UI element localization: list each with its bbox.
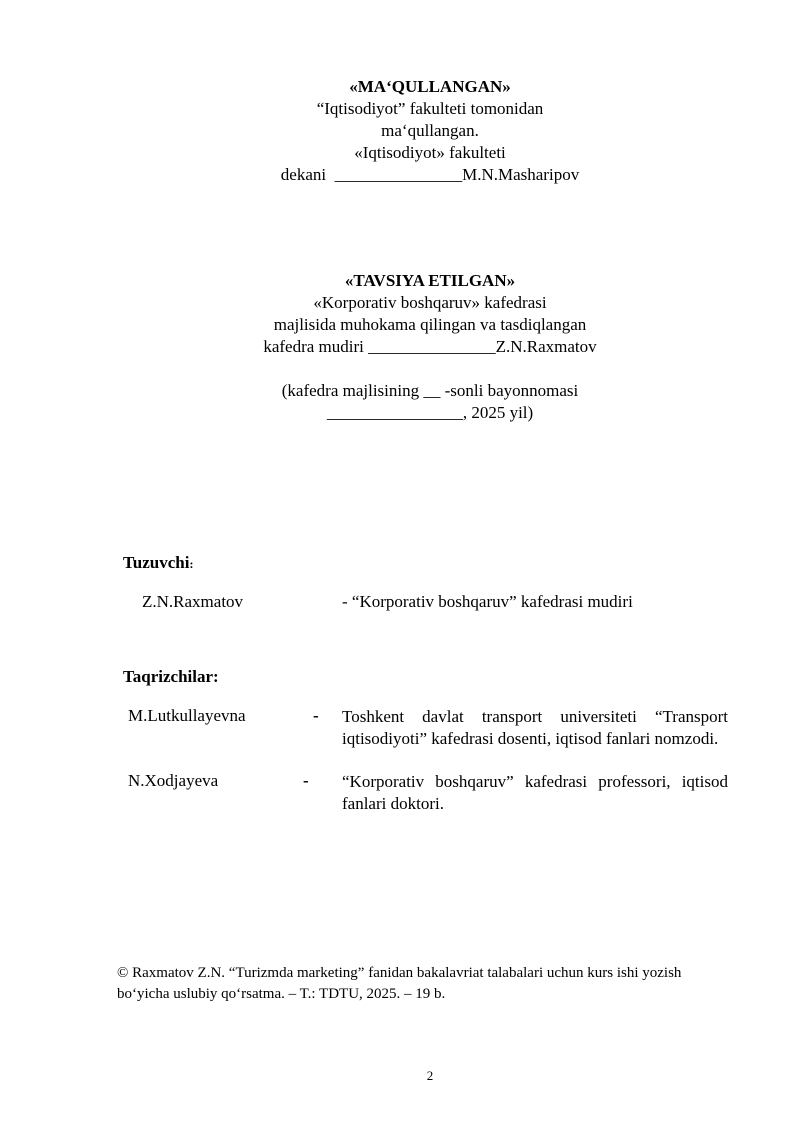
recommendation-line-1: «Korporativ boshqaruv» kafedrasi — [313, 293, 547, 312]
reviewers-heading: Taqrizchilar: — [123, 667, 219, 686]
recommendation-line-2: majlisida muhokama qilingan va tasdiqlangan — [273, 315, 587, 334]
compiler-heading-colon: : — [189, 557, 194, 571]
reviewer-1-dash: - — [313, 706, 319, 725]
reviewer-1-description: Toshkent davlat transport universiteti “Transport iqtisodiyoti” kafedrasi dosenti, iqtisod fanlari nomzodi. — [342, 707, 728, 748]
recommendation-block — [0, 270, 800, 358]
protocol-block — [0, 380, 800, 424]
reviewer-2-name: N.Xodjayeva — [128, 771, 219, 790]
protocol-line-1: (kafedra majlisining __ -sonli bayonnomasi — [281, 381, 579, 400]
protocol-line-2: ________________, 2025 yil) — [326, 403, 534, 422]
compiler-heading — [123, 553, 193, 573]
approval-line-1: “Iqtisodiyot” fakulteti tomonidan — [316, 99, 544, 118]
reviewer-1-name: M.Lutkullayevna — [128, 706, 246, 725]
approval-line-3: «Iqtisodiyot» fakulteti — [354, 143, 506, 162]
recommendation-head-signature-line: kafedra mudiri _______________Z.N.Raxmatov — [263, 337, 597, 356]
approval-dean-signature-line: dekani _______________M.N.Masharipov — [280, 165, 580, 184]
reviewer-2-description: “Korporativ boshqaruv” kafedrasi professori, iqtisod fanlari doktori. — [342, 772, 728, 813]
compiler-heading-text: Tuzuvchi — [123, 553, 190, 572]
reviewer-2-dash: - — [303, 771, 309, 790]
compiler-description: - “Korporativ boshqaruv” kafedrasi mudiri — [342, 592, 633, 611]
page-number: 2 — [426, 1068, 434, 1083]
recommendation-heading: «TAVSIYA ETILGAN» — [344, 271, 516, 290]
approval-line-2: ma‘qullangan. — [381, 121, 479, 140]
approval-block — [0, 76, 800, 186]
approval-heading: «MA‘QULLANGAN» — [349, 77, 511, 96]
compiler-name: Z.N.Raxmatov — [142, 592, 244, 611]
citation-note: © Raxmatov Z.N. “Turizmda marketing” fanidan bakalavriat talabalari uchun kurs ishi yozish bo‘yicha uslubiy qo‘rsatma. – T.: TDTU, 2025. – 19 b. — [117, 965, 682, 1002]
